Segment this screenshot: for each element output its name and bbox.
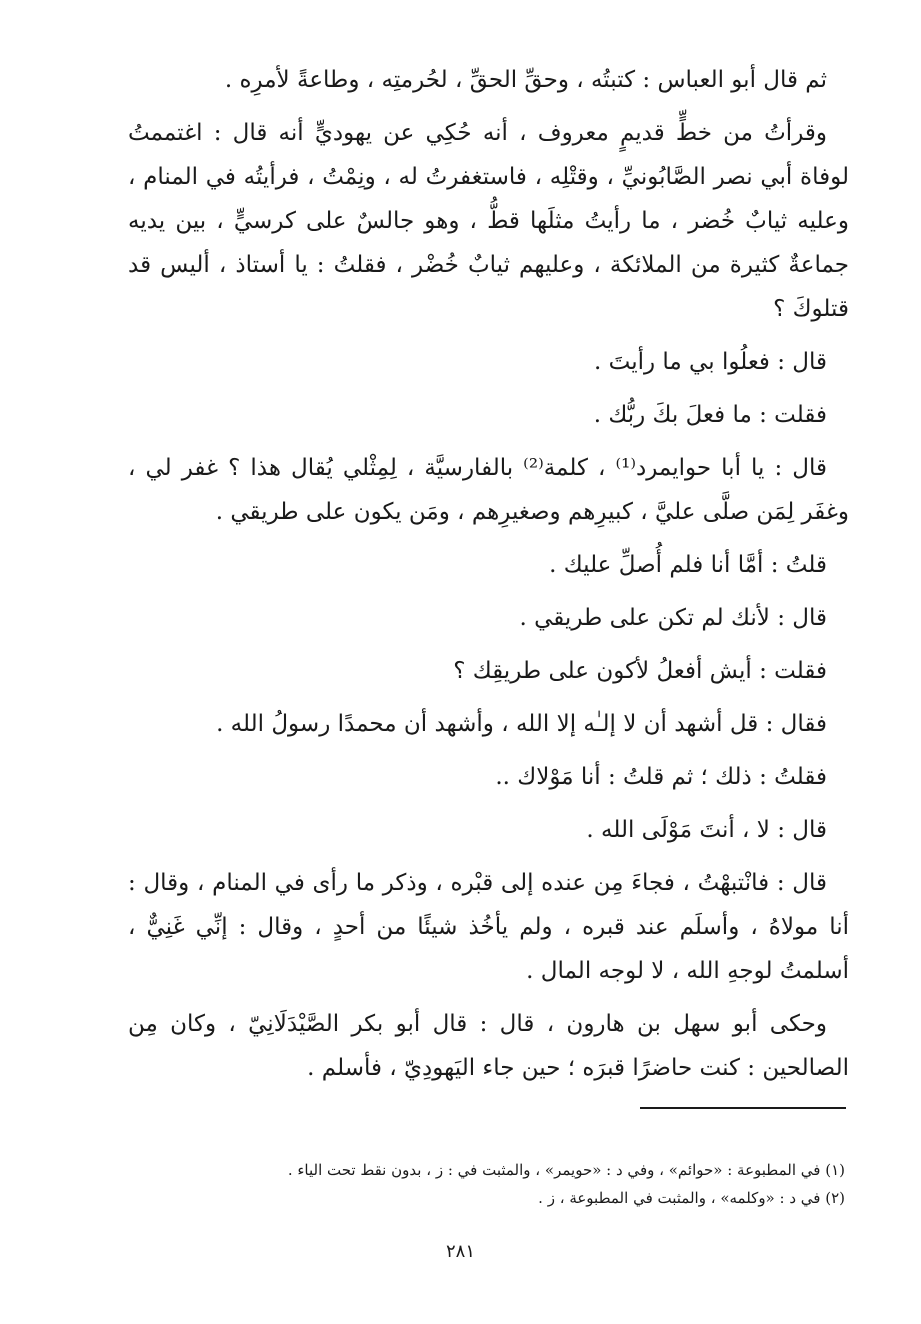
dialog-line: قال : لأنك لم تكن على طريقي . bbox=[519, 605, 827, 631]
main-text bbox=[128, 58, 849, 1090]
paragraph-dream-narrative: وقرأتُ من خطٍّ قديمٍ معروف ، أنه حُكِي عن يهوديٍّ أنه قال : اغتممتُ لوفاة أبي نصر الصَّابُونيِّ ، وقتْلِه ، فاستغفرتُ له ، ونِمْتُ ، فرأيتُه في المنام ، وعليه ثيابٌ خُضر ، ما رأيتُ مثلَها قطُّ ، وهو جالسٌ على كرسيٍّ ، بين يديه جماعةٌ كثيرة من الملائكة ، وعليهم ثيابٌ خُضْر ، فقلتُ : يا أستاذ ، أليس قد قتلوكَ ؟ bbox=[128, 120, 849, 322]
footnote-divider bbox=[640, 1107, 846, 1109]
dialog-line: قلتُ : أمَّا أنا فلم أُصلِّ عليك . bbox=[549, 552, 827, 578]
paragraph-witness-account: وحكى أبو سهل بن هارون ، قال : قال أبو بكر الصَّيْدَلَانِيّ ، وكان مِن الصالحين : كنت حاضرًا قبرَه ؛ حين جاء اليَهودِيّ ، فأسلم . bbox=[128, 1011, 849, 1081]
footnote-1: (١) في المطبوعة : «حوائم» ، وفي د : «حويمر» ، والمثبت في : ز ، بدون نقط تحت الياء . bbox=[287, 1161, 845, 1179]
dialog-line: قال : يا أبا حوايمرد⁽¹⁾ ، كلمة⁽²⁾ بالفارسيَّة ، لِمِثْلي يُقال هذا ؟ غفر لي ، وغفَر لِمَن صلَّى عليَّ ، كبيرِهم وصغيرِهم ، ومَن يكون على طريقي . bbox=[128, 455, 849, 525]
paragraph-closing-statement: ثم قال أبو العباس : كتبتُه ، وحقِّ الحقِّ ، لحُرمتِه ، وطاعةً لأمرِه . bbox=[224, 67, 827, 93]
dialog-line: فقلت : أيش أفعلُ لأكون على طريقِك ؟ bbox=[453, 658, 827, 684]
dialog-line: فقلتُ : ذلك ؛ ثم قلتُ : أنا مَوْلاك .. bbox=[495, 764, 827, 790]
footnote-2: (٢) في د : «وكلمه» ، والمثبت في المطبوعة ، ز . bbox=[538, 1189, 845, 1207]
paragraph-conversion: قال : فانْتبهْتُ ، فجاءَ مِن عنده إلى قبْره ، وذكر ما رأى في المنام ، وقال : أنا مولاهُ ، وأسلَم عند قبره ، ولم يأخُذ شيئًا من أحدٍ ، وقال : إنِّي غَنِيٌّ ، أسلمتُ لوجهِ الله ، لا لوجه المال . bbox=[128, 870, 849, 984]
dialog-line: قال : فعلُوا بي ما رأيتَ . bbox=[594, 349, 827, 375]
dialog-line: فقلت : ما فعلَ بكَ ربُّك . bbox=[593, 402, 827, 428]
dialog-line: فقال : قل أشهد أن لا إلـٰه إلا الله ، وأشهد أن محمدًا رسولُ الله . bbox=[216, 711, 827, 737]
footnotes bbox=[128, 1156, 845, 1212]
dialog-line: قال : لا ، أنتَ مَوْلَى الله . bbox=[586, 817, 827, 843]
page-number: ٢٨١ bbox=[445, 1241, 475, 1262]
